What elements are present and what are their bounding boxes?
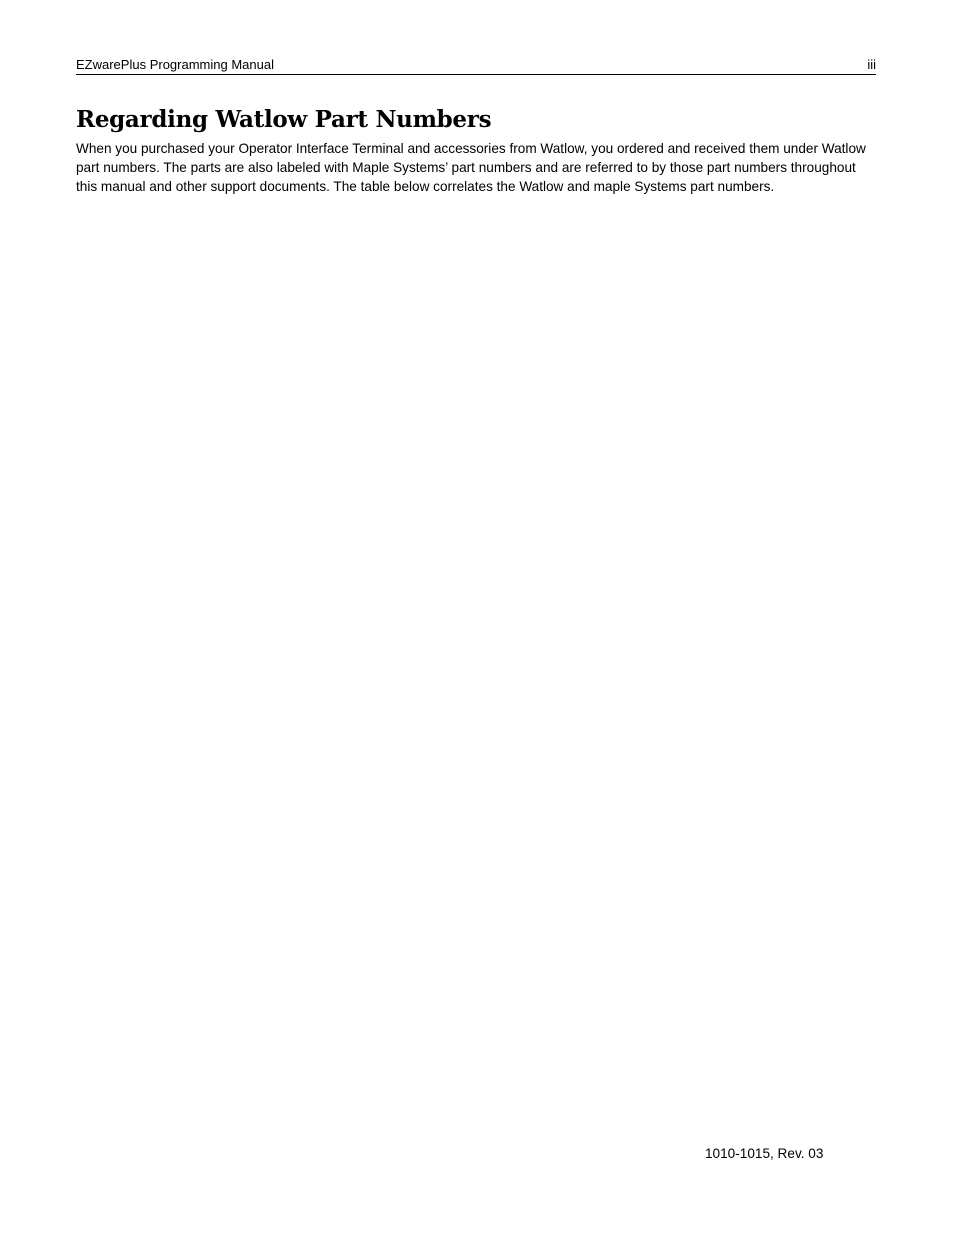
page-header <box>76 56 876 75</box>
footer-doc-revision: 1010-1015, Rev. 03 <box>705 1146 824 1161</box>
section-title: Regarding Watlow Part Numbers <box>76 106 492 133</box>
section-body-text: When you purchased your Operator Interface Terminal and accessories from Watlow, you ordered and received them under Watlow part numbers. The parts are also labeled with Maple Systems’ part numbers and are referred to by those part numbers throughout this manual and other support documents. The table below correlates the Watlow and maple Systems part numbers. <box>76 141 866 194</box>
header-document-title: EZwarePlus Programming Manual <box>76 57 274 72</box>
header-page-number: iii <box>867 57 876 72</box>
